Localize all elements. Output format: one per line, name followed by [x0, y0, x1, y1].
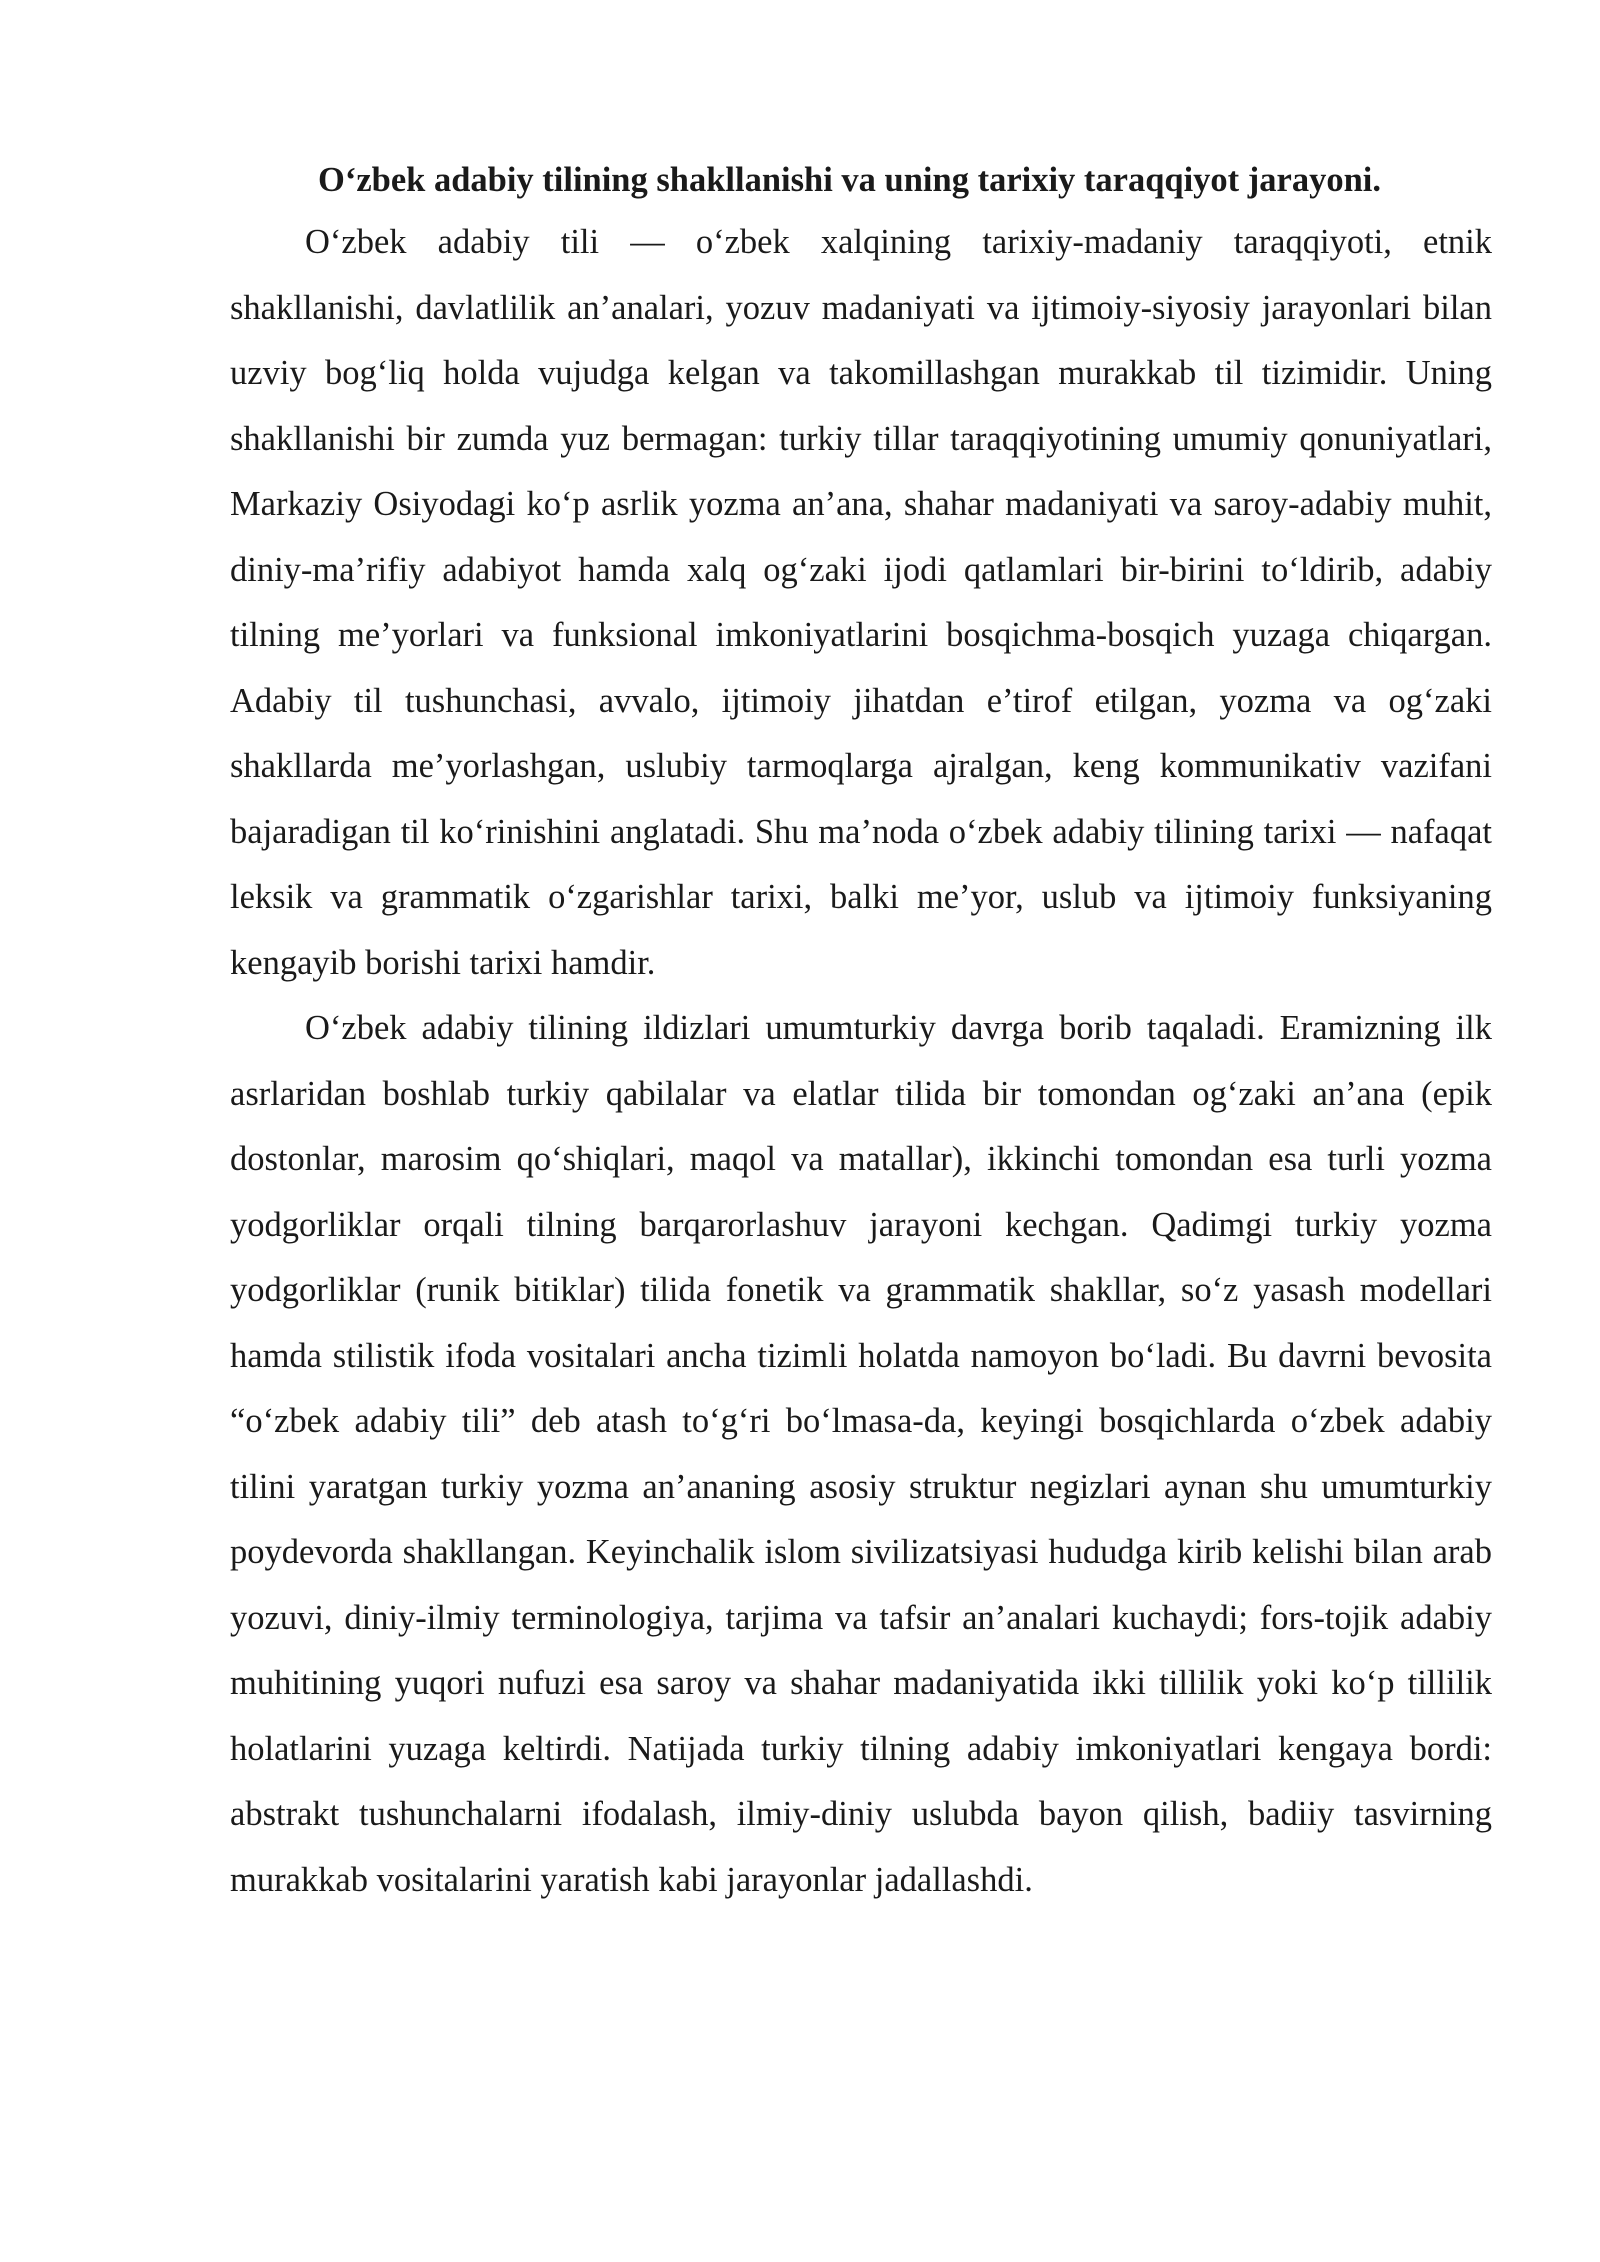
paragraph-1: O‘zbek adabiy tili — o‘zbek xalqining tarixiy-madaniy taraqqiyoti, etnik shakllanishi, davlatlilik an’analari, yozuv madaniyati va ijtimoiy-siyosiy jarayonlari bilan uzviy bog‘liq holda vujudga kelgan va takomillashgan murakkab til tizimidir. Uning shakllanishi bir zumda yuz bermagan: turkiy tillar taraqqiyotining umumiy qonuniyatlari, Markaziy Osiyodagi ko‘p asrlik yozma an’ana, shahar madaniyati va saroy-adabiy muhit, diniy-ma’rifiy adabiyot hamda xalq og‘zaki ijodi qatlamlari bir-birini to‘ldirib, adabiy tilning me’yorlari va funksional imkoniyatlarini bosqichma-bosqich yuzaga chiqargan. Adabiy til tushunchasi, avvalo, ijtimoiy jihatdan e’tirof etilgan, yozma va og‘zaki shakllarda me’yorlashgan, uslubiy tarmoqlarga ajralgan, keng kommunikativ vazifani bajaradigan til ko‘rinishini anglatadi. Shu ma’noda o‘zbek adabiy tilining tarixi — nafaqat leksik va grammatik o‘zgarishlar tarixi, balki me’yor, uslub va ijtimoiy funksiyaning kengayib borishi tarixi hamdir. [230, 223, 1492, 982]
document-title: O‘zbek adabiy tilining shakllanishi va uning tarixiy taraqqiyot jarayoni. [318, 161, 1381, 199]
paragraph-2: O‘zbek adabiy tilining ildizlari umumturkiy davrga borib taqaladi. Eramizning ilk asrlaridan boshlab turkiy qabilalar va elatlar tilida bir tomondan og‘zaki an’ana (epik dostonlar, marosim qo‘shiqlari, maqol va matallar), ikkinchi tomondan esa turli yozma yodgorliklar orqali tilning barqarorlashuv jarayoni kechgan. Qadimgi turkiy yozma yodgorliklar (runik bitiklar) tilida fonetik va grammatik shakllar, so‘z yasash modellari hamda stilistik ifoda vositalari ancha tizimli holatda namoyon bo‘ladi. Bu davrni bevosita “o‘zbek adabiy tili” deb atash to‘g‘ri bo‘lmasa-da, keyingi bosqichlarda o‘zbek adabiy tilini yaratgan turkiy yozma an’ananing asosiy struktur negizlari aynan shu umumturkiy poydevorda shakllangan. Keyinchalik islom sivilizatsiyasi hududga kirib kelishi bilan arab yozuvi, diniy-ilmiy terminologiya, tarjima va tafsir an’analari kuchaydi; fors-tojik adabiy muhitining yuqori nufuzi esa saroy va shahar madaniyatida ikki tillilik yoki ko‘p tillilik holatlarini yuzaga keltirdi. Natijada turkiy tilning adabiy imkoniyatlari kengaya bordi: abstrakt tushunchalarni ifodalash, ilmiy-diniy uslubda bayon qilish, badiiy tasvirning murakkab vositalarini yaratish kabi jarayonlar jadallashdi. [230, 1009, 1492, 1899]
document-body [230, 150, 1492, 1913]
